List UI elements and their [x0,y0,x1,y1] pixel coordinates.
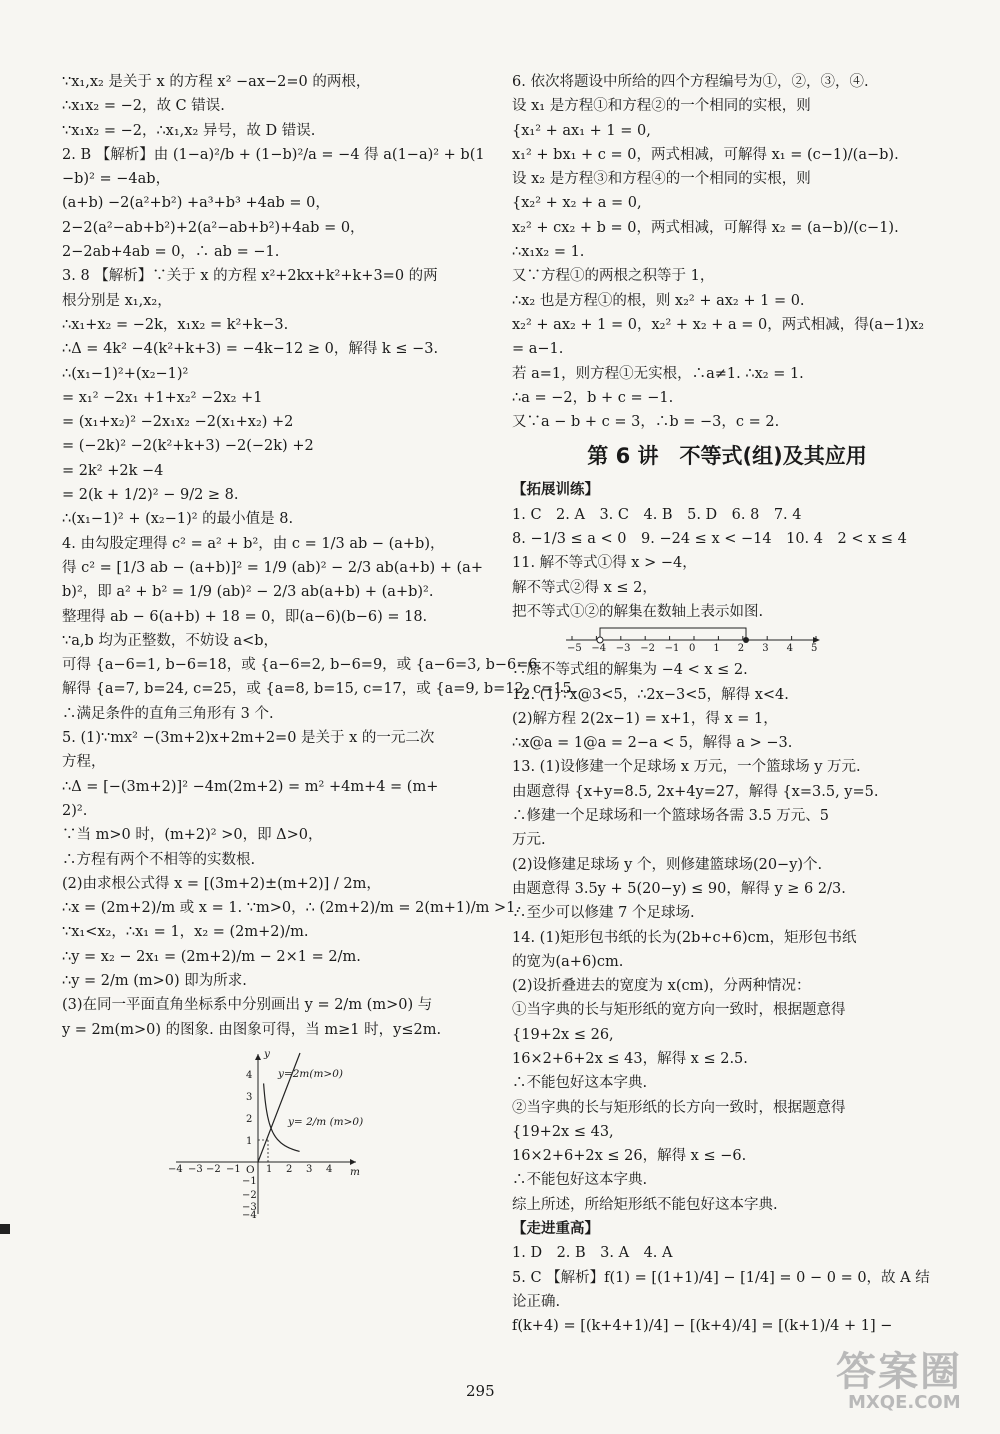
text-line: 【拓展训练】 [512,482,599,499]
text-line: ∵x₁,x₂ 是关于 x 的方程 x² −ax−2=0 的两根， [62,74,371,90]
text-line: 论正确. [512,1293,561,1310]
text-line: ∴y = x₂ − 2x₁ = (2m+2)/m − 2×1 = 2/m. [62,948,361,965]
text-line: −b)² = −4ab， [62,171,171,188]
text-line: 2−2ab+4ab = 0，∴ ab = −1. [62,244,280,261]
edge-mark [0,1224,10,1234]
right-text-block-a [512,70,942,434]
text-line: ∴x@a = 1@a = 2−a < 5，解得 a > −3. [512,735,793,752]
text-line: 把不等式①②的解集在数轴上表示如图. [512,603,764,620]
text-line: 12. (1)∵x@3<5，∴2x−3<5，解得 x<4. [512,686,789,703]
text-line: ∴方程有两个不相等的实数根. [62,851,256,868]
text-line: ∴不能包好这本字典. [512,1075,648,1092]
text-line: 2−2(a²−ab+b²)+2(a²−ab+b²)+4ab = 0， [62,219,365,236]
number-line-label: 1 [713,643,720,655]
text-line: = 2(k + 1/2)² − 9/2 ≥ 8. [62,487,239,504]
text-line: x₂² + cx₂ + b = 0，两式相减，可解得 x₂ = (a−b)/(c−1). [512,219,899,236]
number-line-label: −2 [640,643,655,655]
text-line: ∴Δ = [−(3m+2)]² −4m(2m+2) = m² +4m+4 = (m+ [62,778,439,795]
right-column [512,70,942,1339]
text-line: f(k+4) = [(k+4+1)/4] − [(k+4)/4] = [(k+1)/4 + 1] − [512,1318,893,1335]
y-tick: 3 [246,1091,253,1103]
text-line: ∴x = (2m+2)/m 或 x = 1. ∵m>0，∴ (2m+2)/m = 2(m+1)/m >1. [62,900,521,917]
text-line: {19+2x ≤ 26, [512,1026,614,1043]
x-axis-label: m [350,1165,360,1178]
section-title: 第 6 讲 不等式(组)及其应用 [587,444,867,469]
y-tick: −1 [242,1175,257,1187]
text-line: (a+b) −2(a²+b²) +a³+b³ +4ab = 0， [62,195,330,212]
y-tick: −4 [242,1209,257,1221]
x-tick: −3 [188,1163,203,1175]
number-line-label: −4 [591,643,607,655]
text-line: 解不等式②得 x ≤ 2， [512,579,657,596]
text-line: 解得 {a=7, b=24, c=25，或 {a=8, b=15, c=17，或 {a=9, b=12, c=15. [62,681,577,698]
text-line: ∴修建一个足球场和一个篮球场各需 3.5 万元、5 [512,808,830,825]
text-line: 又∵a − b + c = 3，∴b = −3，c = 2. [512,414,780,431]
y-tick: −2 [242,1189,257,1201]
text-line: 5. C 【解析】f(1) = [(1+1)/4] − [1/4] = 0 − 0 = 0，故 A 结 [512,1269,930,1286]
number-line-label: 5 [811,643,818,655]
solution-bracket [600,628,746,640]
text-line: 设 x₁ 是方程①和方程②的一个相同的实根，则 [512,98,811,115]
function-graph [166,1047,366,1221]
origin-label: O [246,1163,255,1176]
watermark-logo [830,1340,980,1420]
text-line: = x₁² −2x₁ +1+x₂² −2x₂ +1 [62,389,263,406]
number-line-label: 4 [786,643,793,655]
number-line-label: −5 [567,643,582,655]
text-line: ∴满足条件的直角三角形有 3 个. [62,705,274,722]
y-tick: −3 [242,1201,257,1213]
text-line: ∴原不等式组的解集为 −4 < x ≤ 2. [512,662,748,679]
text-line: ∵a,b 均为正整数，不妨设 a<b， [62,632,279,649]
text-line: ∵x₁x₂ = −2，∴x₁,x₂ 异号，故 D 错误. [62,122,316,139]
text-line: ∴(x₁−1)² + (x₂−1)² 的最小值是 8. [62,511,294,528]
number-line-label: −3 [615,643,631,655]
text-line: 13. (1)设修建一个足球场 x 万元，一个篮球场 y 万元. [512,759,861,776]
text-line: (2)设折叠进去的宽度为 x(cm)，分两种情况： [512,978,811,995]
number-line [562,624,822,658]
text-line: 方程， [62,754,106,771]
text-line: 11. 解不等式①得 x > −4， [512,555,697,572]
number-line-label: 2 [737,643,745,655]
text-line: ∴y = 2/m (m>0) 即为所求. [62,972,247,989]
text-line: 根分别是 x₁,x₂， [62,292,172,309]
page-number: 295 [466,1382,495,1400]
x-tick: 1 [266,1163,273,1175]
text-line: 又∵方程①的两根之积等于 1， [512,268,715,285]
text-line: (2)解方程 2(2x−1) = x+1，得 x = 1， [512,710,778,727]
right-text-block-b [512,478,942,624]
text-line: = 2k² +2k −4 [62,462,164,479]
text-line: ②当字典的长与矩形纸的长方向一致时，根据题意得 [512,1099,846,1116]
y-tick: 4 [246,1069,253,1081]
text-line: b)²，即 a² + b² = 1/9 (ab)² − 2/3 ab(a+b) + (a+b)². [62,584,434,601]
text-line: ①当字典的长与矩形纸的宽方向一致时，根据题意得 [512,1002,846,1019]
text-line: 14. (1)矩形包书纸的长为(2b+c+6)cm，矩形包书纸 [512,929,857,946]
text-line: ∴x₂ 也是方程①的根，则 x₂² + ax₂ + 1 = 0. [512,292,805,309]
text-line: y = 2m(m>0) 的图象. 由图象可得，当 m≥1 时，y≤2m. [62,1021,442,1038]
x-tick: −2 [206,1163,221,1175]
text-line: ∴不能包好这本字典. [512,1172,648,1189]
text-line: ∴x₁+x₂ = −2k，x₁x₂ = k²+k−3. [62,316,289,333]
text-line: 整理得 ab − 6(a+b) + 18 = 0，即(a−6)(b−6) = 18. [62,608,428,625]
number-line-label: 0 [689,643,696,655]
text-line: 由题意得 {x+y=8.5, 2x+4y=27，解得 {x=3.5, y=5. [512,783,879,800]
text-line: = a−1. [512,341,564,358]
text-line: {19+2x ≤ 43, [512,1123,614,1140]
right-text-block-c [512,658,942,1338]
text-line: (3)在同一平面直角坐标系中分别画出 y = 2/m (m>0) 与 [62,997,433,1014]
text-line: 16×2+6+2x ≤ 43，解得 x ≤ 2.5. [512,1050,748,1067]
text-line: x₂² + ax₂ + 1 = 0，x₂² + x₂ + a = 0，两式相减，得(a−1)x₂ [512,316,925,333]
x-tick: −4 [168,1163,183,1175]
x-tick: 4 [326,1163,333,1175]
text-line: x₁² + bx₁ + c = 0，两式相减，可解得 x₁ = (c−1)/(a−b). [512,146,899,163]
x-tick: 2 [286,1163,293,1175]
text-line: 综上所述，所给矩形纸不能包好这本字典. [512,1196,778,1213]
text-line: 得 c² = [1/3 ab − (a+b)]² = 1/9 (ab)² − 2/3 ab(a+b) + (a+ [62,559,483,576]
text-line: {x₁² + ax₁ + 1 = 0, [512,122,651,139]
text-line: 2)². [62,802,88,819]
text-line: 3. 8 【解析】∵关于 x 的方程 x²+2kx+k²+k+3=0 的两 [62,268,438,285]
text-line: (2)设修建足球场 y 个，则修建篮球场(20−y)个. [512,856,823,873]
text-line: (2)由求根公式得 x = [(3m+2)±(m+2)] / 2m， [62,875,381,892]
number-line-label: 3 [762,643,769,655]
curve2-label: y= 2/m (m>0) [288,1115,364,1128]
text-line: ∴x₁x₂ = −2，故 C 错误. [62,98,225,115]
text-line: 若 a=1，则方程①无实根，∴a≠1. ∴x₂ = 1. [512,365,804,382]
text-line: ∴(x₁−1)²+(x₂−1)² [62,365,189,382]
text-line: ∴至少可以修建 7 个足球场. [512,905,695,922]
watermark-url: MXQE.COM [848,1392,961,1413]
text-line: 的宽为(a+6)cm. [512,953,624,970]
text-line: 5. (1)∵mx² −(3m+2)x+2m+2=0 是关于 x 的一元二次 [62,730,435,747]
text-line: 6. 依次将题设中所给的四个方程编号为①，②，③，④. [512,74,869,90]
text-line: 可得 {a−6=1, b−6=18，或 {a−6=2, b−6=9，或 {a−6=3, b−6=6. [62,657,543,674]
text-line: ∴Δ = 4k² −4(k²+k+3) = −4k−12 ≥ 0，解得 k ≤ −3. [62,341,439,358]
text-line: 16×2+6+2x ≤ 26，解得 x ≤ −6. [512,1148,747,1165]
text-line: 8. −1/3 ≤ a < 0 9. −24 ≤ x < −14 10. 4 2 < x ≤ 4 [512,531,907,548]
watermark-text: 答案圈 [836,1349,962,1395]
text-line: 由题意得 3.5y + 5(20−y) ≤ 90，解得 y ≥ 6 2/3. [512,880,846,897]
y-axis-label: y [264,1047,270,1060]
curve1-label: y=2m(m>0) [278,1067,343,1080]
y-tick: 1 [246,1135,253,1147]
text-line: ∵x₁<x₂，∴x₁ = 1，x₂ = (2m+2)/m. [62,924,309,941]
text-line: = (−2k)² −2(k²+k+3) −2(−2k) +2 [62,438,314,455]
text-line: 2. B 【解析】由 (1−a)²/b + (1−b)²/a = −4 得 a(1−a)² + b(1 [62,146,485,163]
text-line: 万元. [512,832,546,849]
text-line: 4. 由勾股定理得 c² = a² + b²，由 c = 1/3 ab − (a+b)， [62,535,445,552]
x-tick: 3 [306,1163,313,1175]
text-line: 设 x₂ 是方程③和方程④的一个相同的实根，则 [512,171,811,188]
y-tick: 2 [246,1113,253,1125]
text-line: {x₂² + x₂ + a = 0, [512,195,642,212]
text-line: ∴x₁x₂ = 1. [512,244,585,261]
text-line: 1. C 2. A 3. C 4. B 5. D 6. 8 7. 4 [512,506,802,523]
text-line: = (x₁+x₂)² −2x₁x₂ −2(x₁+x₂) +2 [62,414,294,431]
text-line: 1. D 2. B 3. A 4. A [512,1245,673,1262]
text-line: ∵当 m>0 时，(m+2)² >0，即 Δ>0， [62,827,323,844]
text-line: 【走进重高】 [512,1221,599,1238]
text-line: ∴a = −2，b + c = −1. [512,389,674,406]
x-tick: −1 [226,1163,241,1175]
number-line-label: −1 [664,643,680,655]
